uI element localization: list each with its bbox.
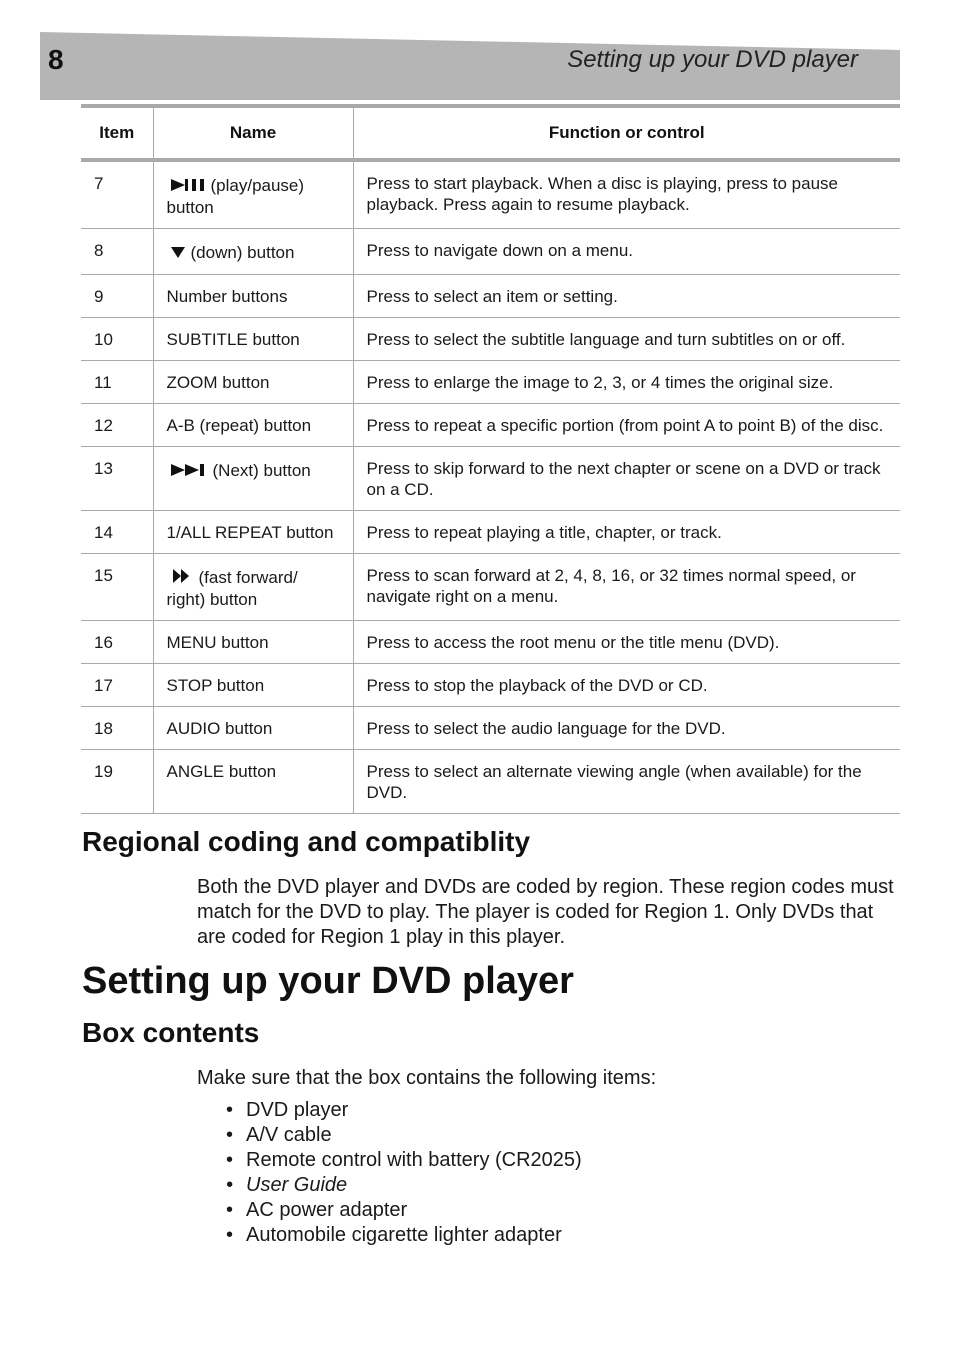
control-function: Press to select an item or setting. xyxy=(353,275,900,318)
control-name: ZOOM button xyxy=(166,373,270,393)
control-function: Press to select the subtitle language and turn subtitles on or off. xyxy=(353,318,900,361)
control-name-cell xyxy=(153,554,353,621)
control-name: 1/ALL REPEAT button xyxy=(166,523,334,543)
control-name: ANGLE button xyxy=(166,762,277,782)
item-number: 15 xyxy=(81,554,153,621)
item-number: 16 xyxy=(81,621,153,664)
item-number: 14 xyxy=(81,511,153,554)
control-function: Press to enlarge the image to 2, 3, or 4 times the original size. xyxy=(353,361,900,404)
item-number: 18 xyxy=(81,707,153,750)
control-name-cell xyxy=(153,361,353,404)
control-name-cell xyxy=(153,275,353,318)
page-number: 8 xyxy=(48,44,64,75)
column-header-name: Name xyxy=(153,106,353,160)
control-name: Number buttons xyxy=(166,287,288,307)
control-name: (play/pause) button xyxy=(166,176,305,218)
fast-forward-icon xyxy=(171,568,193,589)
list-item: • Remote control with battery (CR2025) xyxy=(226,1148,582,1173)
control-function: Press to access the root menu or the title menu (DVD). xyxy=(353,621,900,664)
table-row xyxy=(81,404,900,447)
reference-table-container xyxy=(81,104,900,814)
item-number: 13 xyxy=(81,447,153,511)
control-function: Press to repeat playing a title, chapter, or track. xyxy=(353,511,900,554)
table-row xyxy=(81,160,900,229)
control-function: Press to repeat a specific portion (from point A to point B) of the disc. xyxy=(353,404,900,447)
running-title: Setting up your DVD player xyxy=(567,46,858,73)
table-row xyxy=(81,275,900,318)
column-header-item: Item xyxy=(81,106,153,160)
table-row xyxy=(81,318,900,361)
list-item: • A/V cable xyxy=(226,1123,582,1148)
next-icon xyxy=(171,461,207,482)
control-name: AUDIO button xyxy=(166,719,273,739)
table-row xyxy=(81,361,900,404)
table-row xyxy=(81,554,900,621)
table-header-row xyxy=(81,106,900,160)
control-name-cell xyxy=(153,404,353,447)
box-contents-heading: Box contents xyxy=(82,1017,260,1048)
table-row xyxy=(81,750,900,814)
box-contents-intro: Make sure that the box contains the following items: xyxy=(197,1067,657,1089)
control-name: STOP button xyxy=(166,676,265,696)
table-row xyxy=(81,707,900,750)
table-row xyxy=(81,229,900,275)
control-name-cell xyxy=(153,750,353,814)
remote-control-table xyxy=(81,104,900,814)
control-function: Press to navigate down on a menu. xyxy=(353,229,900,275)
list-item: • User Guide xyxy=(226,1173,582,1198)
list-item: • Automobile cigarette lighter adapter xyxy=(226,1223,582,1248)
control-name-cell xyxy=(153,511,353,554)
control-function: Press to select an alternate viewing angle (when available) for the DVD. xyxy=(353,750,900,814)
control-name-cell xyxy=(153,229,353,275)
play-pause-icon xyxy=(171,176,205,197)
list-item: • DVD player xyxy=(226,1098,582,1123)
control-name: (fast forward/ right) button xyxy=(166,568,298,610)
regional-coding-heading: Regional coding and compatiblity xyxy=(82,826,531,857)
item-number: 8 xyxy=(81,229,153,275)
control-name: A-B (repeat) button xyxy=(166,416,312,436)
regional-coding-body: Both the DVD player and DVDs are coded by region. These region codes must match for the DVD to play. The player is coded for Region 1. Only DVDs that are coded for Region 1 play in this player. xyxy=(197,876,894,948)
item-number: 9 xyxy=(81,275,153,318)
column-header-function: Function or control xyxy=(353,106,900,160)
list-item: • AC power adapter xyxy=(226,1198,582,1223)
control-function: Press to select the audio language for the DVD. xyxy=(353,707,900,750)
control-name: (down) button xyxy=(190,243,295,263)
item-number: 11 xyxy=(81,361,153,404)
table-row xyxy=(81,664,900,707)
item-number: 10 xyxy=(81,318,153,361)
item-number: 7 xyxy=(81,160,153,229)
table-row xyxy=(81,621,900,664)
down-arrow-icon xyxy=(171,243,185,264)
control-name: SUBTITLE button xyxy=(166,330,300,350)
control-name: MENU button xyxy=(166,633,269,653)
table-row xyxy=(81,511,900,554)
box-contents-list xyxy=(226,1098,582,1248)
setup-chapter-heading: Setting up your DVD player xyxy=(82,960,574,1002)
control-name: (Next) button xyxy=(212,461,311,481)
table-row xyxy=(81,447,900,511)
item-number: 19 xyxy=(81,750,153,814)
control-name-cell xyxy=(153,318,353,361)
control-name-cell xyxy=(153,447,353,511)
item-number: 12 xyxy=(81,404,153,447)
control-function: Press to stop the playback of the DVD or CD. xyxy=(353,664,900,707)
control-name-cell xyxy=(153,707,353,750)
item-number: 17 xyxy=(81,664,153,707)
page-header xyxy=(0,0,954,110)
control-name-cell xyxy=(153,664,353,707)
control-function: Press to start playback. When a disc is playing, press to pause playback. Press again to resume playback. xyxy=(353,160,900,229)
control-function: Press to skip forward to the next chapter or scene on a DVD or track on a CD. xyxy=(353,447,900,511)
control-function: Press to scan forward at 2, 4, 8, 16, or 32 times normal speed, or navigate right on a menu. xyxy=(353,554,900,621)
control-name-cell xyxy=(153,621,353,664)
control-name-cell xyxy=(153,160,353,229)
